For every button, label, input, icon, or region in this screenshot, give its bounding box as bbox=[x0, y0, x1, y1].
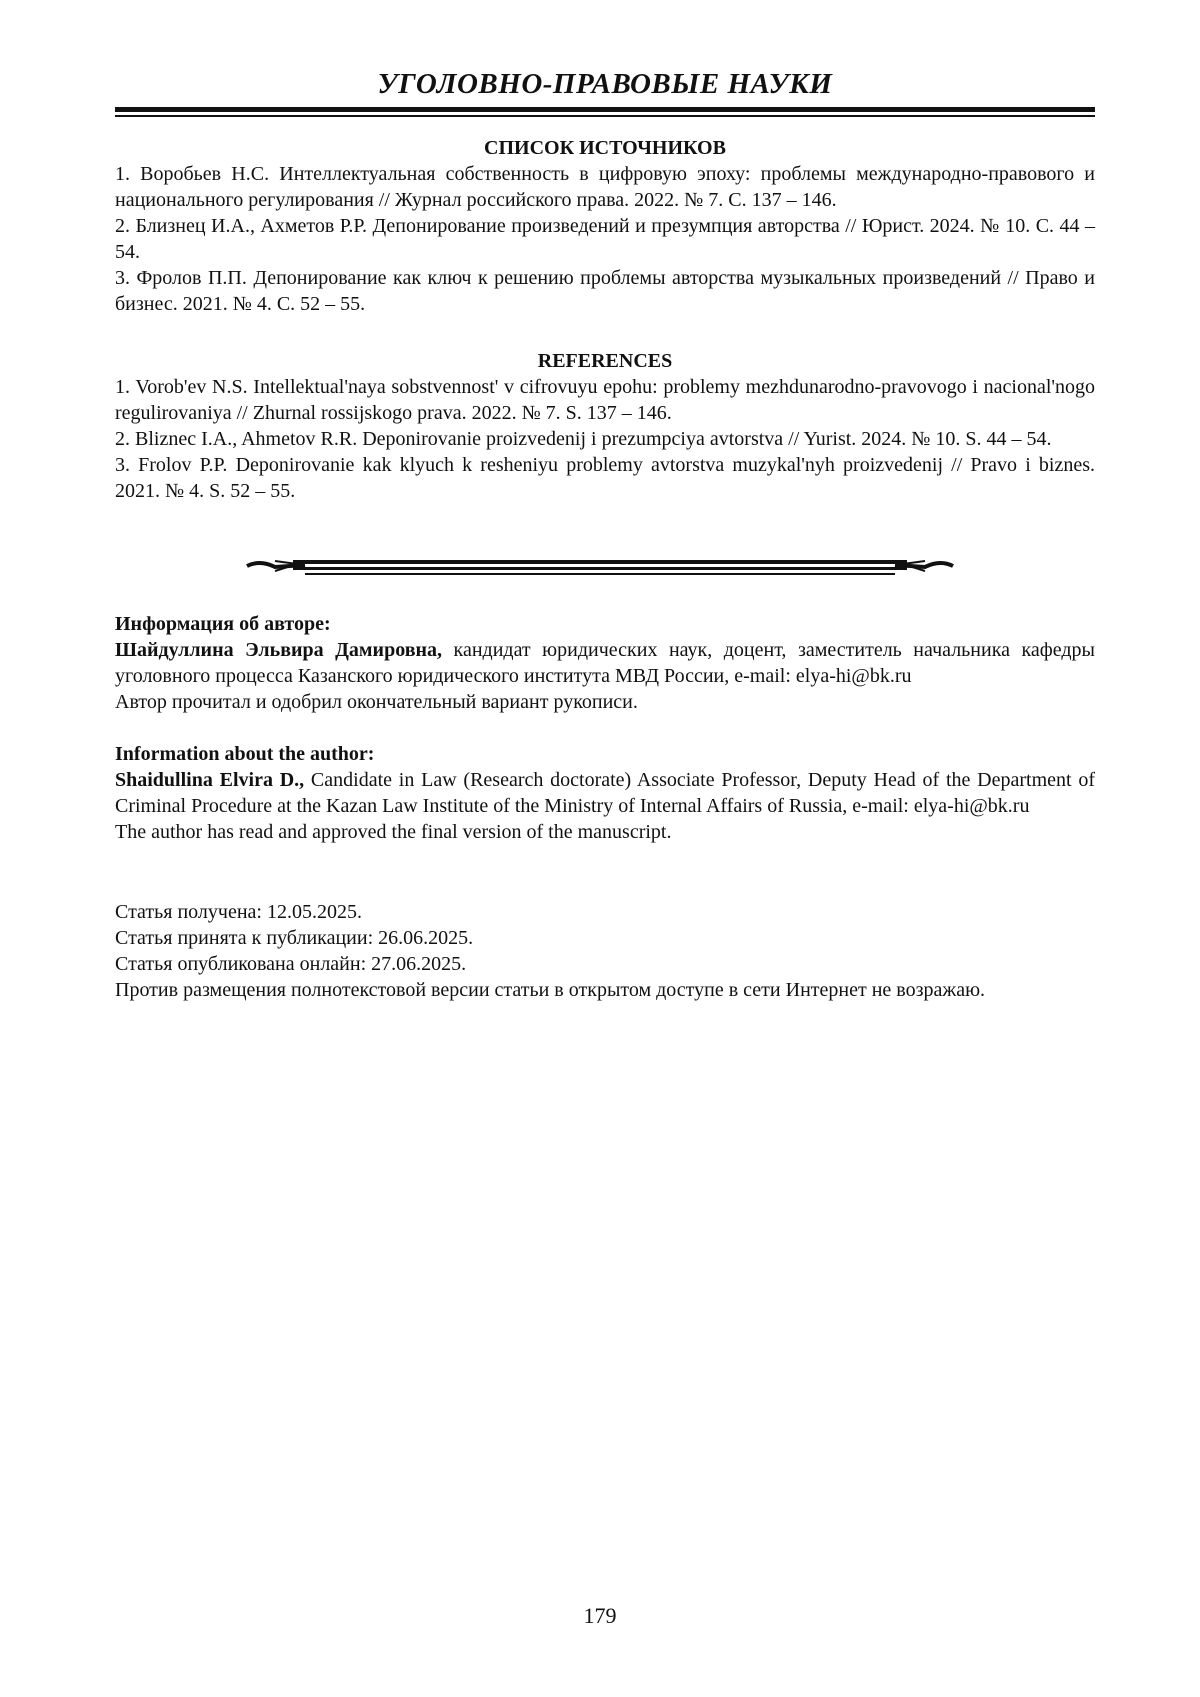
date-accepted: Статья принята к публикации: 26.06.2025. bbox=[115, 927, 474, 949]
author-approval-en: The author has read and approved the final version of the manuscript. bbox=[115, 821, 672, 843]
sources-section-ru bbox=[115, 135, 1095, 317]
sources-list bbox=[115, 161, 1095, 317]
sources-title: СПИСОК ИСТОЧНИКОВ bbox=[484, 137, 726, 159]
page-number: 179 bbox=[583, 1603, 617, 1628]
reference-item: 2. Bliznec I.A., Ahmetov R.R. Deponirovanie proizvedenij i prezumpciya avtorstva // Yurist. 2024. № 10. S. 44 – 54. bbox=[115, 428, 1052, 450]
references-list bbox=[115, 374, 1095, 504]
date-published: Статья опубликована онлайн: 27.06.2025. bbox=[115, 953, 467, 975]
author-approval-ru: Автор прочитал и одобрил окончательный вариант рукописи. bbox=[115, 691, 638, 713]
author-details-ru: кандидат юридических наук, доцент, заместитель начальника кафедры уголовного процесса Казанского юридического института МВД России, e-mail: elya-hi@bk.ru bbox=[115, 639, 1095, 687]
author-info-heading-ru: Информация об авторе: bbox=[115, 613, 331, 635]
author-info-heading-en: Information about the author: bbox=[115, 743, 375, 765]
author-info-ru bbox=[115, 611, 1095, 715]
date-received: Статья получена: 12.05.2025. bbox=[115, 901, 362, 923]
section-header-title: УГОЛОВНО-ПРАВОВЫЕ НАУКИ bbox=[377, 68, 833, 100]
source-item: 2. Близнец И.А., Ахметов Р.Р. Депонирование произведений и презумпция авторства // Юрист. 2024. № 10. С. 44 – 54. bbox=[115, 215, 1095, 263]
header-rule-thin bbox=[115, 115, 1095, 117]
header-rule-thick bbox=[115, 107, 1095, 112]
open-access-consent: Против размещения полнотекстовой версии статьи в открытом доступе в сети Интернет не возражаю. bbox=[115, 979, 986, 1001]
author-info-text-ru bbox=[115, 637, 1095, 689]
author-info-en bbox=[115, 741, 1095, 845]
author-info-text-en bbox=[115, 767, 1095, 819]
reference-item: 3. Frolov P.P. Deponirovanie kak klyuch k resheniyu problemy avtorstva muzykal'nyh proizvedenij // Pravo i biznes. 2021. № 4. S. 52 – 55. bbox=[115, 454, 1095, 502]
author-name-en: Shaidullina Elvira D., bbox=[115, 769, 305, 791]
reference-item: 1. Vorob'ev N.S. Intellektual'naya sobstvennost' v cifrovuyu epohu: problemy mezhdunarodno-pravovogo i nacional'nogo regulirovaniya // Zhurnal rossijskogo prava. 2022. № 7. S. 137 – 146. bbox=[115, 376, 1095, 424]
article-dates bbox=[115, 899, 1095, 1003]
references-section-en bbox=[115, 348, 1095, 504]
author-name-ru: Шайдуллина Эльвира Дамировна, bbox=[115, 639, 443, 661]
references-title: REFERENCES bbox=[537, 350, 673, 372]
source-item: 3. Фролов П.П. Депонирование как ключ к решению проблемы авторства музыкальных произведений // Право и бизнес. 2021. № 4. С. 52 – 55. bbox=[115, 267, 1095, 315]
author-details-en: Candidate in Law (Research doctorate) Associate Professor, Deputy Head of the Department of Criminal Procedure at the Kazan Law Institute of the Ministry of Internal Affairs of Russia, e-mail: elya-hi@bk.ru bbox=[115, 769, 1095, 817]
decorative-divider-ornament bbox=[245, 551, 955, 581]
source-item: 1. Воробьев Н.С. Интеллектуальная собственность в цифровую эпоху: проблемы международно-правового и национального регулирования // Журнал российского права. 2022. № 7. С. 137 – 146. bbox=[115, 163, 1095, 211]
